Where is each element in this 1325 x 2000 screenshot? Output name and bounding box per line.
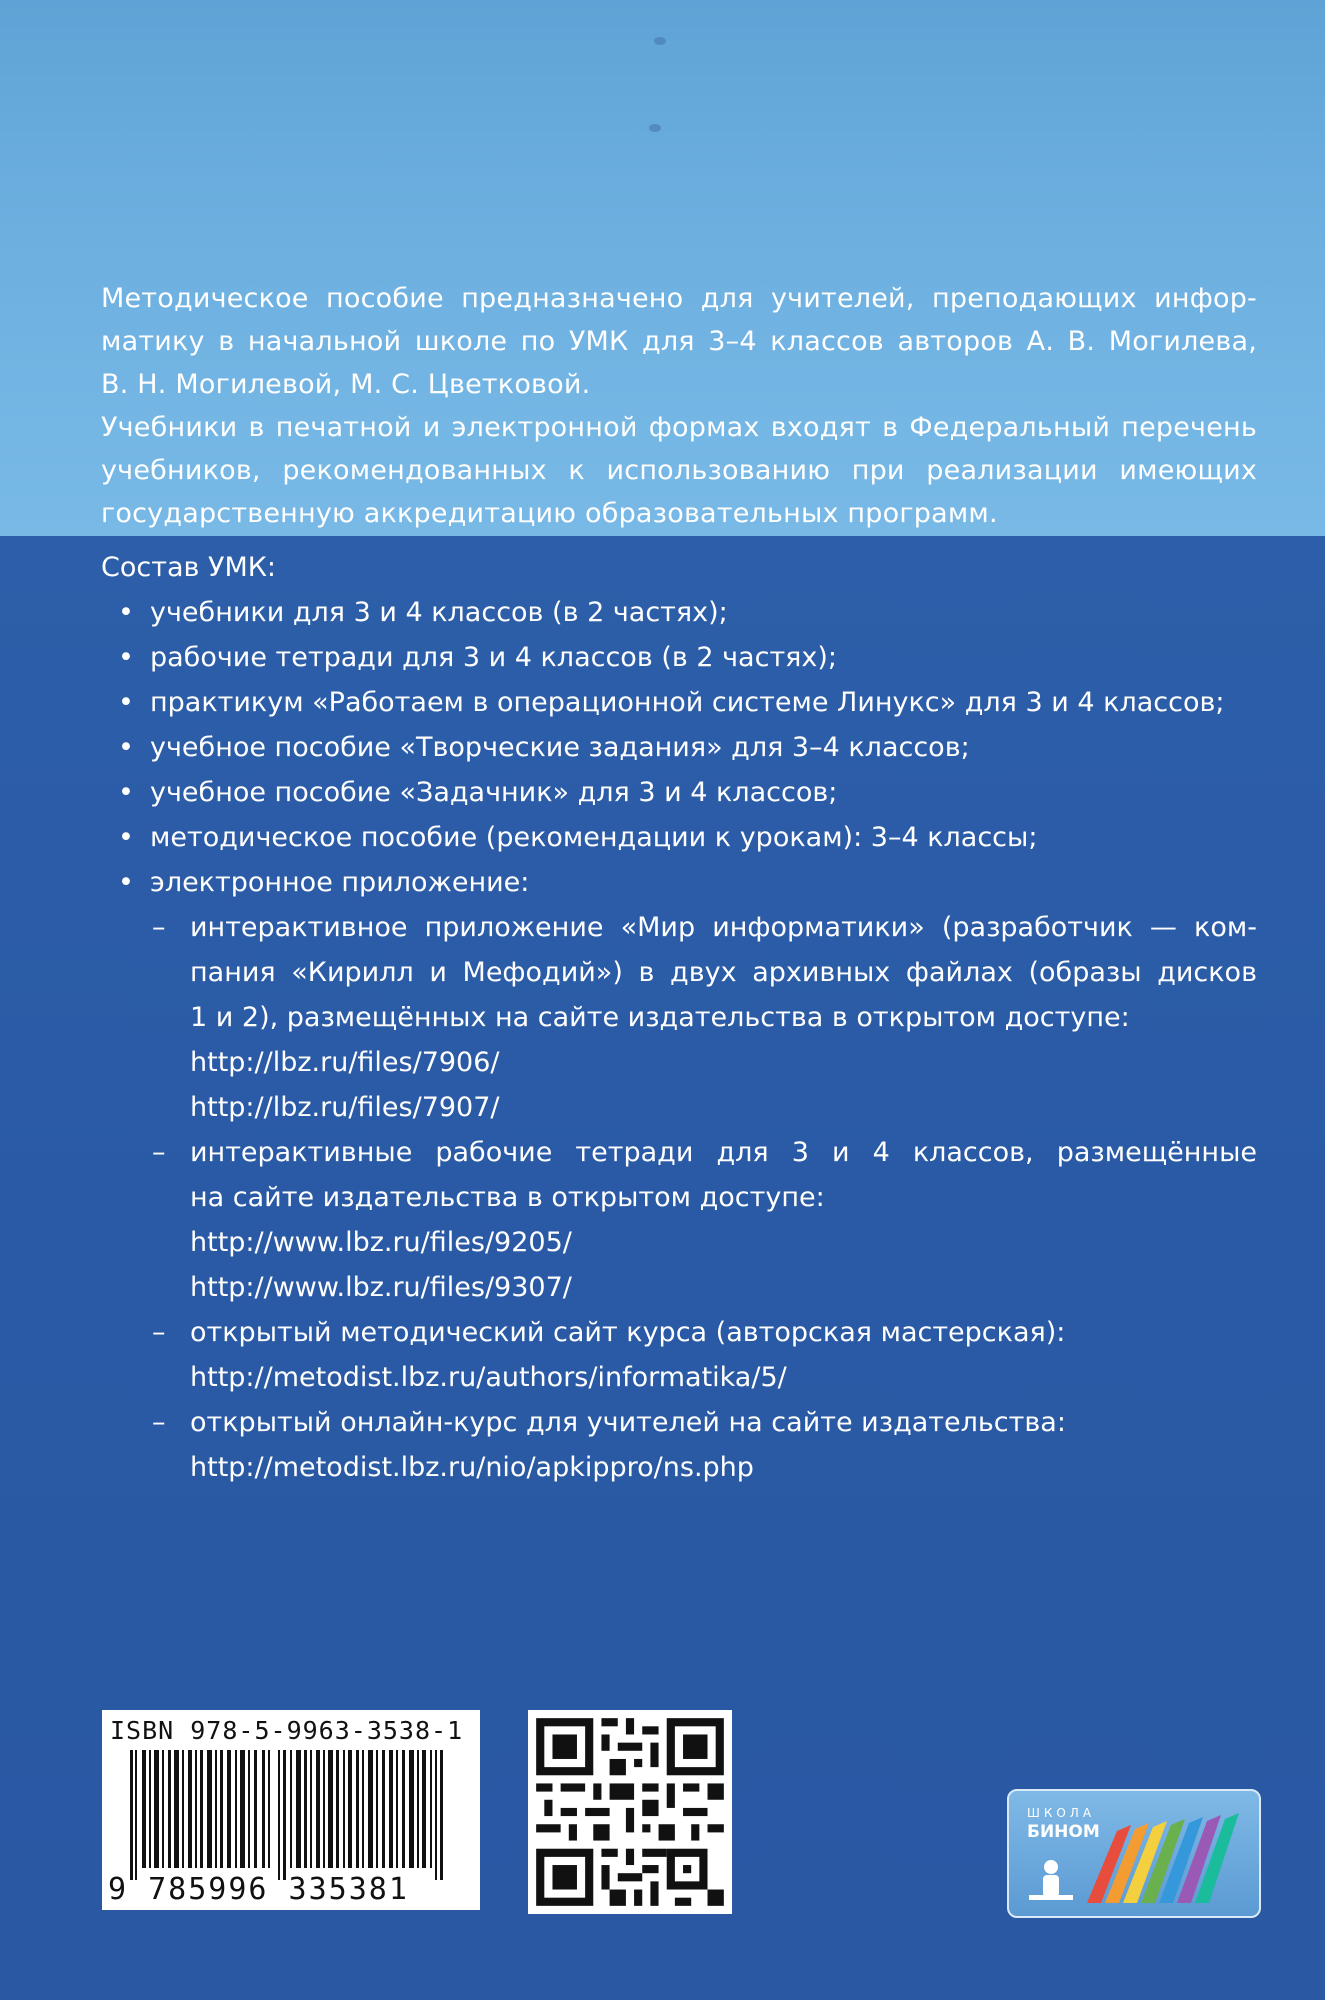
books-icon xyxy=(1009,1791,1259,1916)
list-item xyxy=(0,770,1257,815)
sub-list-item xyxy=(0,1130,1257,1310)
isbn-barcode xyxy=(102,1710,480,1910)
bullet-icon: • xyxy=(118,732,134,763)
url-link[interactable]: http://www.lbz.ru/files/9307/ xyxy=(190,1272,572,1303)
umk-list xyxy=(0,590,1325,1490)
sub-list-item xyxy=(0,1400,1257,1490)
bullet-icon: • xyxy=(118,687,134,718)
logo-school-text: ШКОЛА xyxy=(1027,1806,1096,1820)
description-line: Методическое пособие предназначено для учителей, преподающих инфор- xyxy=(101,283,1257,314)
umk-title: Состав УМК: xyxy=(101,552,276,583)
school-binom-logo xyxy=(1007,1789,1261,1918)
list-item-text: практикум «Работаем в операционной системе Линукс» для 3 и 4 классов; xyxy=(150,687,1225,718)
isbn-label: ISBN 978-5-9963-3538-1 xyxy=(110,1716,464,1745)
description-line: Учебники в печатной и электронной формах входят в Федеральный перечень xyxy=(101,412,1257,443)
list-item-text: рабочие тетради для 3 и 4 классов (в 2 частях); xyxy=(150,642,838,673)
list-item-text: методическое пособие (рекомендации к урокам): 3–4 классы; xyxy=(150,822,1038,853)
dash-icon: – xyxy=(152,1137,166,1168)
description-line: матику в начальной школе по УМК для 3–4 классов авторов А. В. Могилева, xyxy=(101,326,1257,357)
bullet-icon: • xyxy=(118,597,134,628)
list-item xyxy=(0,680,1257,725)
url-link[interactable]: http://lbz.ru/files/7907/ xyxy=(190,1092,500,1123)
dash-icon: – xyxy=(152,1407,166,1438)
dash-icon: – xyxy=(152,912,166,943)
list-item xyxy=(0,860,1257,905)
description-line: В. Н. Могилевой, М. С. Цветковой. xyxy=(101,369,591,400)
dash-icon: – xyxy=(152,1317,166,1348)
logo-brand-text: БИНОМ xyxy=(1027,1822,1100,1842)
bullet-icon: • xyxy=(118,867,134,898)
sub-item-line: интерактивное приложение «Мир информатики» (разработчик — ком- xyxy=(190,912,1257,943)
sub-item-line: открытый методический сайт курса (авторская мастерская): xyxy=(190,1317,1066,1348)
sub-item-line: интерактивные рабочие тетради для 3 и 4 классов, размещённые xyxy=(190,1137,1257,1168)
list-item xyxy=(0,725,1257,770)
description-line: учебников, рекомендованных к использованию при реализации имеющих xyxy=(101,455,1257,486)
list-item xyxy=(0,815,1257,860)
description-line: государственную аккредитацию образовательных программ. xyxy=(101,498,998,529)
url-link[interactable]: http://lbz.ru/files/7906/ xyxy=(190,1047,500,1078)
qr-code-icon xyxy=(528,1710,732,1914)
sub-item-line: 1 и 2), размещённых на сайте издательства в открытом доступе: xyxy=(190,1002,1130,1033)
list-item xyxy=(0,590,1257,635)
cover-dot xyxy=(654,37,666,45)
sub-list-item xyxy=(0,905,1257,1130)
sub-list-item xyxy=(0,1310,1257,1400)
list-item xyxy=(0,635,1257,680)
isbn-digits: 9 785996 335381 xyxy=(108,1872,409,1907)
sub-item-line: на сайте издательства в открытом доступе: xyxy=(190,1182,825,1213)
url-link[interactable]: http://www.lbz.ru/files/9205/ xyxy=(190,1227,572,1258)
sub-item-line: открытый онлайн-курс для учителей на сайте издательства: xyxy=(190,1407,1066,1438)
list-item-text: учебники для 3 и 4 классов (в 2 частях); xyxy=(150,597,728,628)
sub-item-line: пания «Кирилл и Мефодий») в двух архивных файлах (образы дисков xyxy=(190,957,1257,988)
bullet-icon: • xyxy=(118,822,134,853)
url-link[interactable]: http://metodist.lbz.ru/authors/informatika/5/ xyxy=(190,1362,787,1393)
cover-dot xyxy=(649,124,661,132)
list-item-text: учебное пособие «Задачник» для 3 и 4 классов; xyxy=(150,777,838,808)
qr-code xyxy=(528,1710,732,1914)
url-link[interactable]: http://metodist.lbz.ru/nio/apkippro/ns.php xyxy=(190,1452,754,1483)
list-item-text: учебное пособие «Творческие задания» для 3–4 классов; xyxy=(150,732,970,763)
bullet-icon: • xyxy=(118,777,134,808)
description-paragraph xyxy=(101,277,1257,535)
list-item-text: электронное приложение: xyxy=(150,867,530,898)
bullet-icon: • xyxy=(118,642,134,673)
